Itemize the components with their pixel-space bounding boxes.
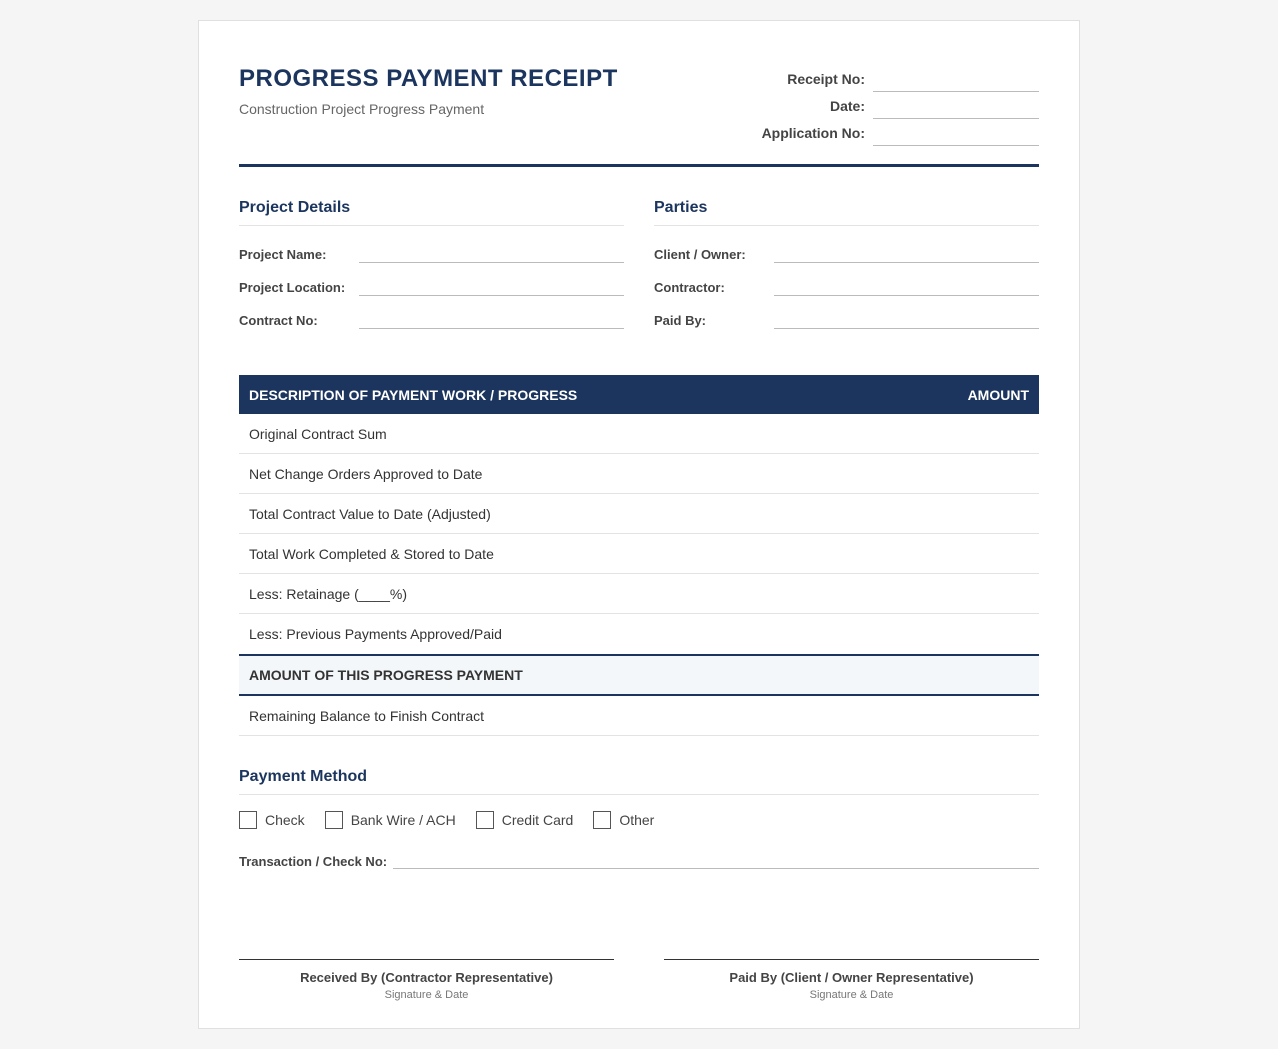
row-description: Total Contract Value to Date (Adjusted): [249, 505, 491, 522]
contract-no-label: Contract No:: [239, 313, 318, 328]
project-location-row: [239, 263, 624, 296]
row-amount[interactable]: [839, 414, 1029, 453]
project-location-field[interactable]: [359, 274, 624, 296]
project-details-fields: [239, 230, 624, 329]
amount-column-header: AMOUNT: [967, 386, 1029, 403]
application-no-label: Application No:: [761, 125, 865, 141]
balance-label: Remaining Balance to Finish Contract: [249, 707, 485, 724]
contract-no-row: [239, 296, 624, 329]
check-label: Check: [265, 812, 305, 828]
paid-by-row: [654, 296, 1039, 329]
payment-option-credit-card[interactable]: [476, 811, 574, 829]
payment-method-title: Payment Method: [239, 768, 1039, 795]
transaction-label: Transaction / Check No:: [239, 854, 388, 869]
contractor-signature-title: Received By (Contractor Representative): [300, 970, 553, 985]
date-row: [749, 92, 1039, 119]
project-name-label: Project Name:: [239, 247, 327, 262]
bank-wire-checkbox[interactable]: [325, 811, 343, 829]
row-description: Net Change Orders Approved to Date: [249, 465, 483, 482]
client-owner-field[interactable]: [774, 241, 1039, 263]
contractor-field[interactable]: [774, 274, 1039, 296]
payment-option-check[interactable]: [239, 811, 305, 829]
row-amount[interactable]: [839, 614, 1029, 654]
row-amount[interactable]: [839, 494, 1029, 533]
total-amount[interactable]: [839, 656, 1029, 694]
client-signature-title: Paid By (Client / Owner Representative): [729, 970, 974, 985]
other-checkbox[interactable]: [593, 811, 611, 829]
paid-by-field[interactable]: [774, 307, 1039, 329]
client-signature[interactable]: [664, 959, 1039, 1001]
contractor-signature-sub: Signature & Date: [384, 989, 469, 1001]
payment-method-options: [239, 810, 1039, 830]
transaction-field[interactable]: [393, 849, 1039, 869]
page-title: PROGRESS PAYMENT RECEIPT: [239, 65, 618, 92]
project-name-row: [239, 230, 624, 263]
table-header: [239, 375, 1039, 414]
signatures: [239, 959, 1039, 1001]
total-label: AMOUNT OF THIS PROGRESS PAYMENT: [249, 667, 523, 683]
project-details: [239, 199, 624, 364]
check-checkbox[interactable]: [239, 811, 257, 829]
credit-card-label: Credit Card: [501, 812, 574, 828]
receipt-no-label: Receipt No:: [787, 71, 865, 87]
receipt-header: [239, 21, 1039, 167]
contract-no-field[interactable]: [359, 307, 624, 329]
payment-option-other[interactable]: [593, 811, 654, 829]
page-subtitle: Construction Project Progress Payment: [239, 101, 485, 117]
receipt-no-row: [749, 65, 1039, 92]
row-amount[interactable]: [839, 574, 1029, 613]
project-details-title: Project Details: [239, 199, 624, 226]
contractor-row: [654, 263, 1039, 296]
description-column-header: DESCRIPTION OF PAYMENT WORK / PROGRESS: [249, 386, 578, 403]
paid-by-label: Paid By:: [654, 313, 707, 328]
table-row: [239, 534, 1039, 574]
project-name-field[interactable]: [359, 241, 624, 263]
client-owner-row: [654, 230, 1039, 263]
total-row: [239, 654, 1039, 696]
row-description: Total Work Completed & Stored to Date: [249, 545, 494, 562]
other-label: Other: [619, 812, 655, 828]
transaction-row: [239, 847, 1039, 869]
parties: [654, 199, 1039, 364]
date-field[interactable]: [873, 94, 1039, 119]
row-description: Less: Retainage (____%): [249, 585, 407, 602]
contractor-signature[interactable]: [239, 959, 614, 1001]
row-amount[interactable]: [839, 454, 1029, 493]
application-no-row: [749, 119, 1039, 146]
table-row: [239, 494, 1039, 534]
client-signature-sub: Signature & Date: [809, 989, 894, 1001]
details-section: [239, 199, 1039, 364]
payment-option-bank-wire[interactable]: [325, 811, 456, 829]
table-row: [239, 454, 1039, 494]
bank-wire-label: Bank Wire / ACH: [350, 812, 456, 828]
receipt-no-field[interactable]: [873, 67, 1039, 92]
parties-title: Parties: [654, 199, 1039, 226]
balance-row: [239, 696, 1039, 736]
credit-card-checkbox[interactable]: [476, 811, 494, 829]
table-row: [239, 614, 1039, 654]
balance-amount[interactable]: [839, 696, 1029, 735]
receipt-meta: [749, 65, 1039, 146]
date-label: Date:: [829, 98, 865, 114]
receipt-page: [198, 20, 1080, 1029]
contractor-label: Contractor:: [654, 280, 725, 295]
table-row: [239, 414, 1039, 454]
table-row: [239, 574, 1039, 614]
row-description: Original Contract Sum: [249, 425, 387, 442]
project-location-label: Project Location:: [239, 280, 346, 295]
row-description: Less: Previous Payments Approved/Paid: [249, 626, 502, 642]
parties-fields: [654, 230, 1039, 329]
row-amount[interactable]: [839, 534, 1029, 573]
client-owner-label: Client / Owner:: [654, 247, 746, 262]
payment-table: [239, 375, 1039, 736]
application-no-field[interactable]: [873, 121, 1039, 146]
